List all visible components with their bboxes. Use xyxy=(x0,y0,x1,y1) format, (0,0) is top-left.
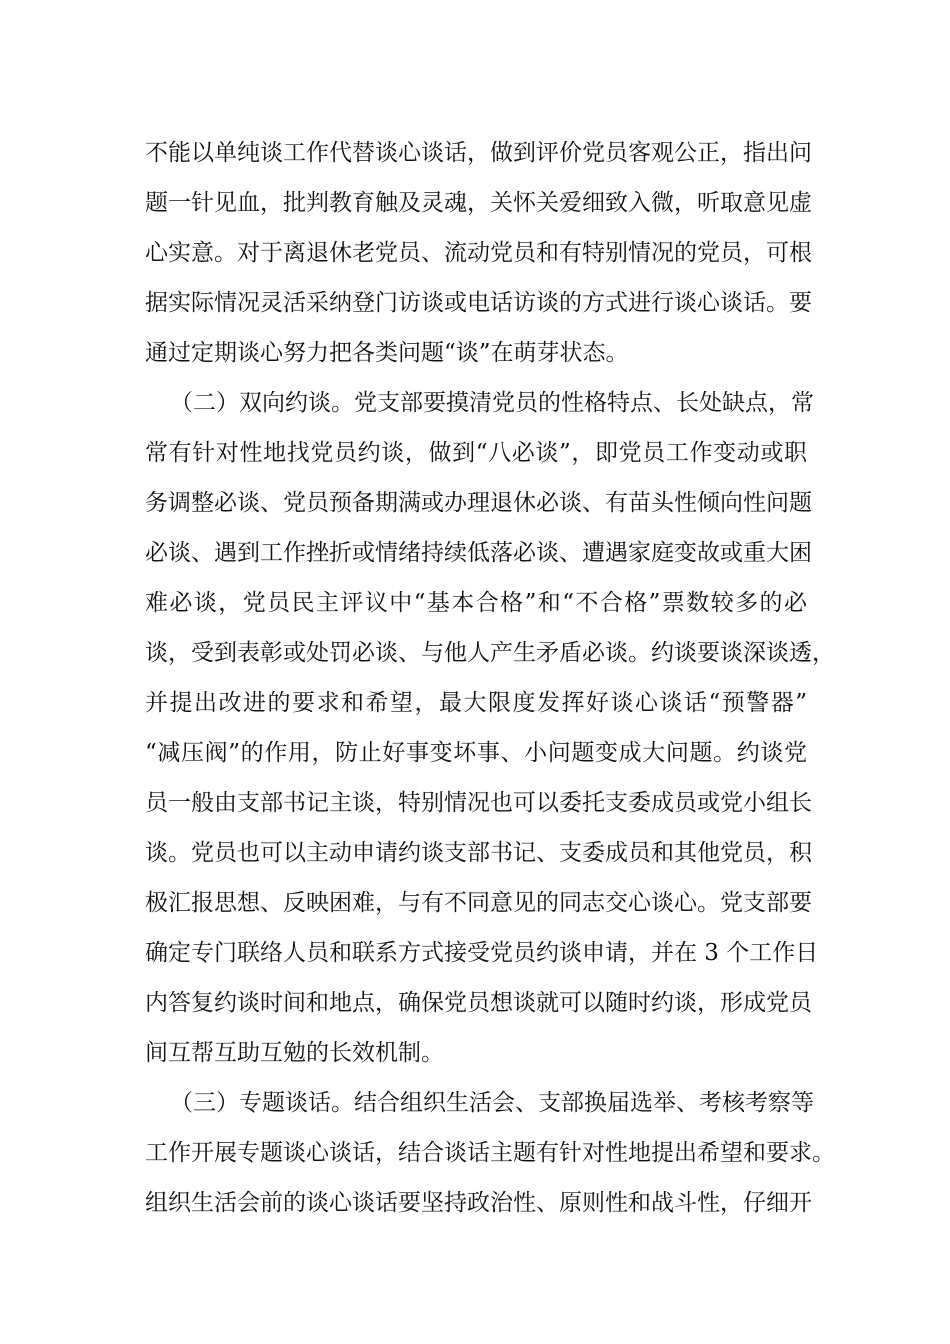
paragraph-heading-line: （三）专题谈话。结合组织生活会、支部换届选举、考核考察等 xyxy=(170,1090,814,1116)
text-line: 常有针对性地找党员约谈，做到“八必谈”，即党员工作变动或职 xyxy=(145,440,807,466)
text-line: 难必谈，党员民主评议中“基本合格”和“不合格”票数较多的必 xyxy=(145,590,807,616)
text-line: 题一针见血，批判教育触及灵魂，关怀关爱细致入微，听取意见虚 xyxy=(145,190,812,216)
paragraph-end-line: 通过定期谈心努力把各类问题“谈”在萌芽状态。 xyxy=(145,340,629,366)
text-line: 工作开展专题谈心谈话，结合谈话主题有针对性地提出希望和要求。 xyxy=(145,1140,835,1166)
text-line: 组织生活会前的谈心谈话要坚持政治性、原则性和战斗性，仔细开 xyxy=(145,1190,812,1216)
text-line: “减压阀”的作用，防止好事变坏事、小问题变成大问题。约谈党 xyxy=(145,740,807,766)
text-line: 不能以单纯谈工作代替谈心谈话，做到评价党员客观公正，指出问 xyxy=(145,140,812,166)
text-line: 谈，受到表彰或处罚必谈、与他人产生矛盾必谈。约谈要谈深谈透， xyxy=(145,640,835,666)
paragraph-end-line: 间互帮互助互勉的长效机制。 xyxy=(145,1040,444,1066)
text-line: 确定专门联络人员和联系方式接受党员约谈申请，并在 3 个工作日 xyxy=(145,940,819,966)
text-line: 谈。党员也可以主动申请约谈支部书记、支委成员和其他党员，积 xyxy=(145,840,812,866)
text-line: 极汇报思想、反映困难，与有不同意见的同志交心谈心。党支部要 xyxy=(145,890,812,916)
text-line: 务调整必谈、党员预备期满或办理退休必谈、有苗头性倾向性问题 xyxy=(145,490,812,516)
text-line: 内答复约谈时间和地点，确保党员想谈就可以随时约谈，形成党员 xyxy=(145,990,812,1016)
text-line: 必谈、遇到工作挫折或情绪持续低落必谈、遭遇家庭变故或重大困 xyxy=(145,540,812,566)
text-line: 据实际情况灵活采纳登门访谈或电话访谈的方式进行谈心谈话。要 xyxy=(145,290,812,316)
paragraph-heading-line: （二）双向约谈。党支部要摸清党员的性格特点、长处缺点，常 xyxy=(170,390,814,416)
text-line: 心实意。对于离退休老党员、流动党员和有特别情况的党员，可根 xyxy=(145,240,812,266)
text-line: 员一般由支部书记主谈，特别情况也可以委托支委成员或党小组长 xyxy=(145,790,812,816)
text-line: 并提出改进的要求和希望，最大限度发挥好谈心谈话“预警器” xyxy=(145,690,807,716)
